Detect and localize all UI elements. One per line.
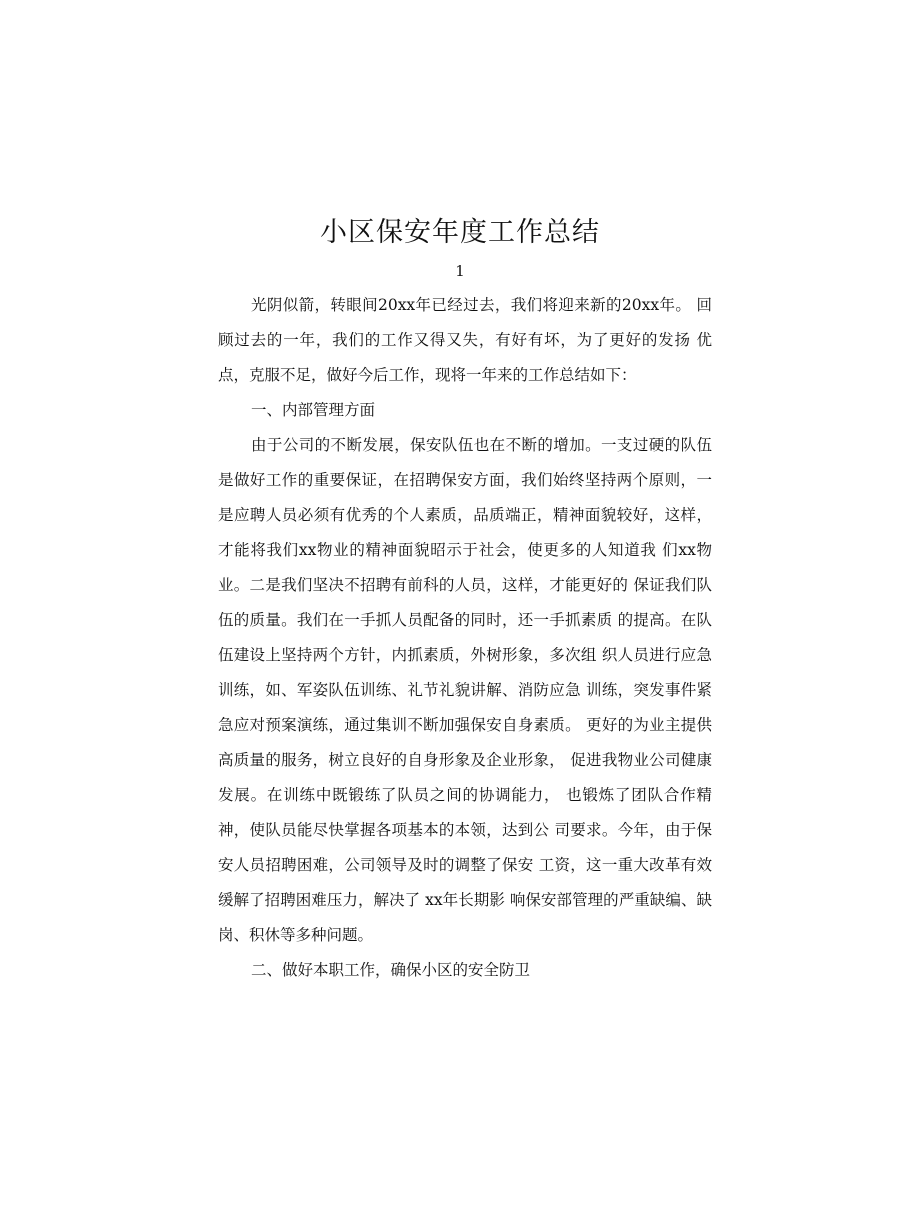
document-title: 小区保安年度工作总结 xyxy=(320,217,600,248)
section-heading-internal-management: 一、内部管理方面 xyxy=(251,401,376,419)
page-number: 1 xyxy=(455,262,465,280)
document-body xyxy=(218,288,712,988)
intro-paragraph: 光阴似箭，转眼间20xx年已经过去，我们将迎来新的20xx年。 回顾过去的一年，我们的工作又得又失，有好有坏，为了更好的发扬 优点，克服不足，做好今后工作，现将一年来的工作总结如下： xyxy=(218,296,712,384)
section-heading-security-duty: 二、做好本职工作，确保小区的安全防卫 xyxy=(251,961,531,979)
internal-management-paragraph: 由于公司的不断发展，保安队伍也在不断的增加。一支过硬的队伍是做好工作的重要保证，在招聘保安方面，我们始终坚持两个原则，一是应聘人员必须有优秀的个人素质，品质端正，精神面貌较好，这样，才能将我们xx物业的精神面貌昭示于社会，使更多的人知道我 们xx物业。二是我们坚决不招聘有前科的人员，这样，才能更好的 保证我们队伍的质量。我们在一手抓人员配备的同时，还一手抓素质 的提高。在队伍建设上坚持两个方针，内抓素质，外树形象，多次组 织人员进行应急训练，如、军姿队伍训练、礼节礼貌讲解、消防应急 训练，突发事件紧急应对预案演练，通过集训不断加强保安自身素质。 更好的为业主提供高质量的服务，树立良好的自身形象及企业形象， 促进我物业公司健康发展。在训练中既锻练了队员之间的协调能力， 也锻炼了团队合作精神，使队员能尽快掌握各项基本的本领，达到公 司要求。今年，由于保安人员招聘困难，公司领导及时的调整了保安 工资，这一重大改革有效缓解了招聘困难压力，解决了 xx年长期影 响保安部管理的严重缺编、缺岗、积休等多种问题。 xyxy=(218,436,712,944)
